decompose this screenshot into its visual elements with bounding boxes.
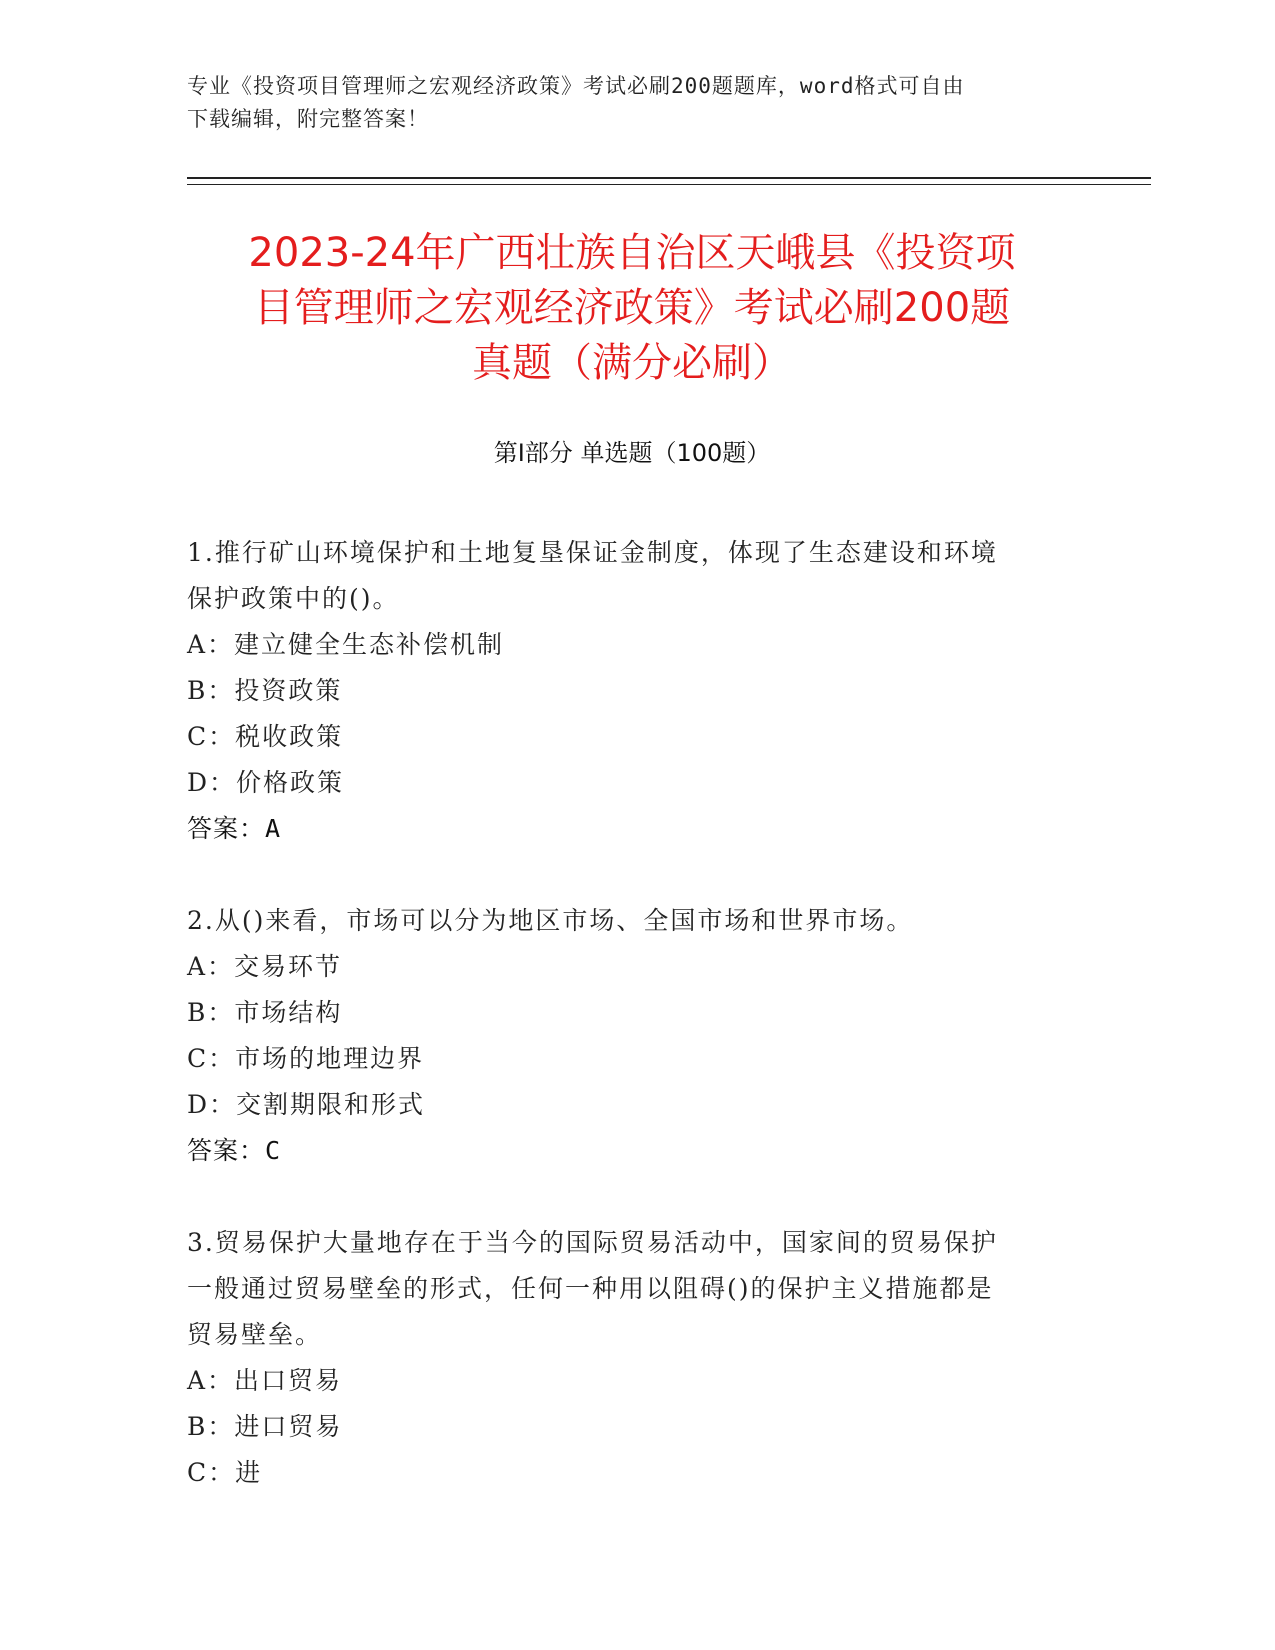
section-title: 第Ⅰ部分 单选题（100题） xyxy=(493,439,771,467)
question-text-line: 一般通过贸易壁垒的形式，任何一种用以阻碍()的保护主义措施都是 xyxy=(187,1274,994,1303)
answer-line xyxy=(187,1128,1057,1174)
page-header xyxy=(187,70,1067,136)
answer-value: A xyxy=(265,814,282,843)
answer-label: 答案： xyxy=(187,814,266,843)
option-a: A：交易环节 xyxy=(187,952,343,981)
header-divider-thin xyxy=(187,184,1151,185)
answer-label: 答案： xyxy=(187,1136,266,1165)
option-d: D：交割期限和形式 xyxy=(187,1090,426,1119)
question-text-line: 贸易壁垒。 xyxy=(187,1320,323,1349)
question-text-line: 3.贸易保护大量地存在于当今的国际贸易活动中，国家间的贸易保护 xyxy=(187,1228,998,1257)
answer-value: C xyxy=(265,1136,282,1165)
option-b: B：进口贸易 xyxy=(187,1412,343,1441)
question-text-line: 保护政策中的()。 xyxy=(187,584,400,613)
header-line-2: 下载编辑，附完整答案！ xyxy=(187,107,429,131)
option-d: D：价格政策 xyxy=(187,768,345,797)
title-line-2: 目管理师之宏观经济政策》考试必刷200题 xyxy=(253,285,1011,331)
question-list xyxy=(187,530,1057,1496)
question-text-line: 1.推行矿山环境保护和土地复垦保证金制度，体现了生态建设和环境 xyxy=(187,538,998,567)
title-line-1: 2023-24年广西壮族自治区天峨县《投资项 xyxy=(248,230,1016,276)
document-title xyxy=(187,226,1077,391)
question-text-line: 2.从()来看，市场可以分为地区市场、全国市场和世界市场。 xyxy=(187,906,914,935)
option-a: A：出口贸易 xyxy=(187,1366,343,1395)
question-item xyxy=(187,1220,1057,1496)
option-b: B：市场结构 xyxy=(187,998,343,1027)
answer-line xyxy=(187,806,1057,852)
question-spacer xyxy=(187,852,1057,898)
option-c: C：税收政策 xyxy=(187,722,344,751)
option-b: B：投资政策 xyxy=(187,676,343,705)
question-item xyxy=(187,898,1057,1174)
option-c: C：市场的地理边界 xyxy=(187,1044,425,1073)
question-item xyxy=(187,530,1057,852)
option-a: A：建立健全生态补偿机制 xyxy=(187,630,505,659)
header-line-1: 专业《投资项目管理师之宏观经济政策》考试必刷200题题库，word格式可自由 xyxy=(187,74,965,98)
question-spacer xyxy=(187,1174,1057,1220)
header-divider-thick xyxy=(187,177,1151,179)
title-line-3: 真题（满分必刷） xyxy=(472,340,792,386)
option-c: C：进 xyxy=(187,1458,263,1487)
